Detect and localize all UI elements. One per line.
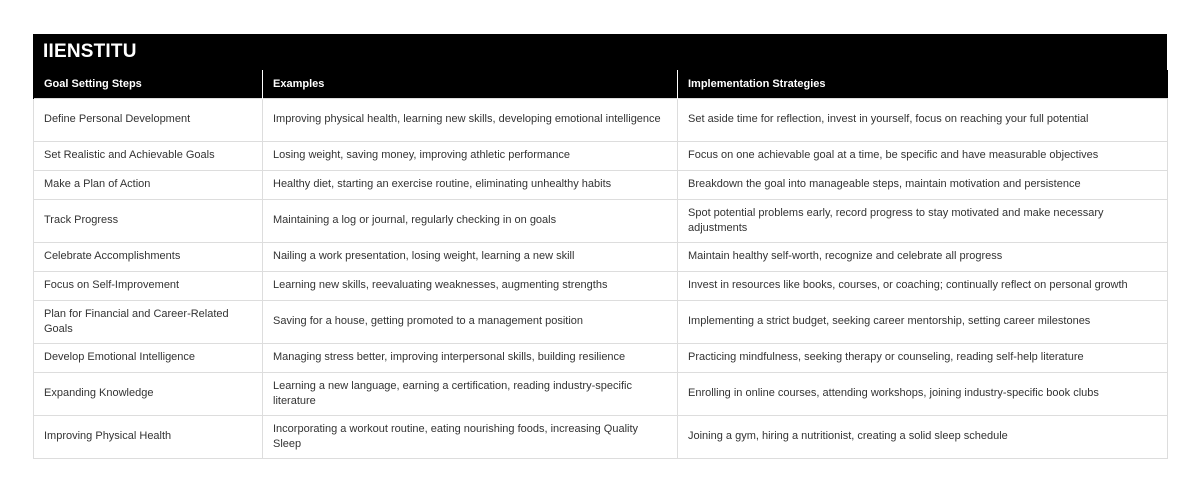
cell-examples: Managing stress better, improving interpersonal skills, building resilience <box>263 343 678 372</box>
header-examples: Examples <box>263 70 678 98</box>
cell-step: Celebrate Accomplishments <box>34 242 263 271</box>
cell-strategies: Focus on one achievable goal at a time, be specific and have measurable objectives <box>678 141 1168 170</box>
cell-examples: Saving for a house, getting promoted to a management position <box>263 300 678 343</box>
table-container <box>33 34 1167 459</box>
table-row <box>34 170 1168 199</box>
table-row <box>34 300 1168 343</box>
cell-examples: Incorporating a workout routine, eating nourishing foods, increasing Quality Sleep <box>263 415 678 458</box>
cell-examples: Losing weight, saving money, improving athletic performance <box>263 141 678 170</box>
cell-strategies: Invest in resources like books, courses, or coaching; continually reflect on personal growth <box>678 271 1168 300</box>
cell-examples: Nailing a work presentation, losing weight, learning a new skill <box>263 242 678 271</box>
cell-step: Make a Plan of Action <box>34 170 263 199</box>
table-row <box>34 343 1168 372</box>
table-row <box>34 141 1168 170</box>
cell-examples: Improving physical health, learning new skills, developing emotional intelligence <box>263 98 678 141</box>
cell-examples: Healthy diet, starting an exercise routine, eliminating unhealthy habits <box>263 170 678 199</box>
cell-examples: Learning new skills, reevaluating weaknesses, augmenting strengths <box>263 271 678 300</box>
table-row <box>34 199 1168 242</box>
cell-step: Track Progress <box>34 199 263 242</box>
cell-strategies: Maintain healthy self-worth, recognize and celebrate all progress <box>678 242 1168 271</box>
table-row <box>34 98 1168 141</box>
cell-strategies: Set aside time for reflection, invest in yourself, focus on reaching your full potential <box>678 98 1168 141</box>
cell-strategies: Practicing mindfulness, seeking therapy or counseling, reading self-help literature <box>678 343 1168 372</box>
cell-step: Focus on Self-Improvement <box>34 271 263 300</box>
cell-strategies: Implementing a strict budget, seeking career mentorship, setting career milestones <box>678 300 1168 343</box>
goal-setting-table <box>33 70 1168 459</box>
cell-step: Define Personal Development <box>34 98 263 141</box>
cell-step: Develop Emotional Intelligence <box>34 343 263 372</box>
table-header-row <box>34 70 1168 98</box>
header-goal-setting-steps: Goal Setting Steps <box>34 70 263 98</box>
cell-strategies: Enrolling in online courses, attending workshops, joining industry-specific book clubs <box>678 372 1168 415</box>
brand-title: IIENSTITU <box>33 34 1167 70</box>
header-implementation-strategies: Implementation Strategies <box>678 70 1168 98</box>
cell-strategies: Joining a gym, hiring a nutritionist, creating a solid sleep schedule <box>678 415 1168 458</box>
table-row <box>34 372 1168 415</box>
cell-examples: Learning a new language, earning a certification, reading industry-specific literature <box>263 372 678 415</box>
cell-step: Plan for Financial and Career-Related Goals <box>34 300 263 343</box>
table-row <box>34 415 1168 458</box>
cell-step: Expanding Knowledge <box>34 372 263 415</box>
cell-strategies: Breakdown the goal into manageable steps, maintain motivation and persistence <box>678 170 1168 199</box>
cell-step: Set Realistic and Achievable Goals <box>34 141 263 170</box>
cell-examples: Maintaining a log or journal, regularly checking in on goals <box>263 199 678 242</box>
table-row <box>34 271 1168 300</box>
cell-strategies: Spot potential problems early, record progress to stay motivated and make necessary adjustments <box>678 199 1168 242</box>
table-row <box>34 242 1168 271</box>
cell-step: Improving Physical Health <box>34 415 263 458</box>
